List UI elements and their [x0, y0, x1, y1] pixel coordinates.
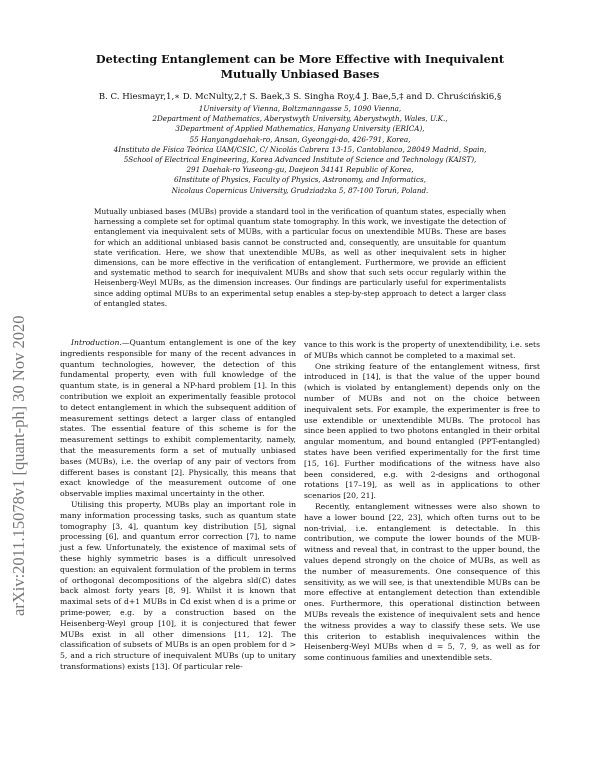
body-paragraph: One striking feature of the entanglement witness, first introduced in [14], is that the value of the upper bound (which is violated by entanglement) depends only on the number of MUBs and not on the choice between inequivalent sets. For example, the experimenter is free to use extendible or unextendible MUBs. The protocol has since been applied to two photons entangled in their orbital angular momentum, and bound entangled (PPT-entangled) states have been verified experimentally for the first time [15, 16]. Further modifications of the witness have also been considered, e.g. with 2-designs and orthogonal rotations [17–19], as well as in applications to other scenarios [20, 21].: [304, 361, 540, 501]
affiliation-line: 55 Hanyangdaehak-ro, Ansan, Gyeonggi-do, 426-791, Korea,: [189, 134, 411, 144]
affiliation-line: 1University of Vienna, Boltzmanngasse 5, 1090 Vienna,: [198, 104, 402, 113]
body-paragraph: Utilising this property, MUBs play an important role in many information processing tasks, such as quantum state tomography [3, 4], quantum key distribution [5], signal processing [6], and quantum error correction [7], to name just a few. Unfortunately, the existence of maximal sets of these highly symmetric bases is a difficult unresolved question: an equivalent formulation of the problem in terms of orthogonal decompositions of the algebra sld(ℂ) dates back almost forty years [8, 9]. Whilst it is known that maximal sets of d+1 MUBs in ℂd exist when d is a prime or prime-power, e.g. by a construction based on the Heisenberg-Weyl group [10], it is conjectured that fewer MUBs exist in all other dimensions [11, 12]. The classification of subsets of MUBs is an open problem for d > 5, and a rich structure of inequivalent MUBs (up to unitary transformations) exists [13]. Of particular rele-: [60, 499, 296, 671]
affiliations: [45, 104, 555, 196]
affiliation-line: Nicolaus Copernicus University, Grudziadzka 5, 87-100 Toruń, Poland.: [171, 185, 429, 195]
arxiv-identifier-text: arXiv:2011.15078v1 [quant-ph] 30 Nov 2020: [9, 315, 28, 616]
arxiv-identifier-stamp: [6, 200, 32, 620]
affiliation-line: 5School of Electrical Engineering, Korea Advanced Institute of Science and Technology (KAIST),: [123, 155, 477, 165]
affiliation-line: 4Instituto de Física Teórica UAM/CSIC, C/ Nicolás Cabrera 13-15, Cantoblanco, 28049 Madrid, Spain,: [113, 144, 487, 154]
paper-title: Detecting Entanglement can be More Effective with Inequivalent Mutually Unbiased Bases: [95, 52, 505, 81]
body-column-left: [60, 338, 296, 673]
affiliation-line: 6Institute of Physics, Faculty of Physics, Astronomy, and Informatics,: [174, 175, 426, 185]
affiliation-line: 2Department of Mathematics, Aberystwyth University, Aberystwyth, Wales, U.K.,: [152, 114, 448, 124]
affiliation-line: 291 Daehak-ro Yuseong-gu, Daejeon 34141 Republic of Korea,: [186, 165, 414, 175]
body-column-right: [304, 340, 540, 664]
body-paragraph: Recently, entanglement witnesses were also shown to have a lower bound [22, 23], which often turns out to be non-trivial, i.e. entanglement is detectable. In this contribution, we compute the lower bounds of the MUB-witness and reveal that, in contrast to the upper bound, the values depend strongly on the choice of MUBs, as well as the number of measurements. One consequence of this sensitivity, as we will see, is that unextendible MUBs can be more effective at entanglement detection than extendible ones. Furthermore, this operational distinction between MUBs reveals the existence of inequivalent sets and hence the witness provides a way to classify these sets. We use this criterion to establish inequivalences within the Heisenberg-Weyl MUBs when d = 5, 7, 9, as well as for some continuous families and unextendible sets.: [304, 501, 540, 663]
abstract: Mutually unbiased bases (MUBs) provide a standard tool in the verification of quantum states, especially when harnessing a complete set for optimal quantum state tomography. In this work, we investigate the detection of entanglement via inequivalent sets of MUBs, with a particular focus on unextendible MUBs. These are bases for which an additional unbiased basis cannot be constructed and, consequently, are unsuitable for quantum state verification. Here, we show that unextendible MUBs, as well as other inequivalent sets in higher dimensions, can be more effective in the verification of entanglement. Furthermore, we provide an efficient and systematic method to search for inequivalent MUBs and show that such sets occur regularly within the Heisenberg-Weyl MUBs, as the dimension increases. Our findings are particularly useful for experimentalists since adding optimal MUBs to an experimental setup enables a step-by-step approach to detect a larger class of entangled states.: [94, 207, 506, 308]
body-paragraph: vance to this work is the property of unextendibility, i.e. sets of MUBs which cannot be completed to a maximal set.: [304, 340, 540, 360]
author-list: B. C. Hiesmayr,1,∗ D. McNulty,2,† S. Baek,3 S. Singha Roy,4 J. Bae,5,‡ and D. Chruściński6,§: [98, 92, 502, 102]
body-paragraph: [60, 338, 296, 500]
paragraph-text: —Quantum entanglement is one of the key ingredients responsible for many of the recent advances in quantum technologies, however, the detection of this fundamental property, even with full knowledge of the quantum state, is in general a NP-hard problem [1]. In this contribution we exploit an experimentally feasible protocol to detect entanglement in which the subsequent addition of measurement settings detect a larger class of entangled states. The essential feature of this scheme is for the measurement settings to exhibit complementarity, namely, that the measurements form a set of mutually unbiased bases (MUBs), i.e. the overlap of any pair of vectors from different bases is constant [2]. Physically, this means that exact knowledge of the measurement outcome of one observable implies maximal uncertainty in the other.: [60, 338, 296, 499]
section-heading-introduction: Introduction.: [71, 338, 122, 347]
affiliation-line: 3Department of Applied Mathematics, Hanyang University (ERICA),: [175, 124, 425, 134]
